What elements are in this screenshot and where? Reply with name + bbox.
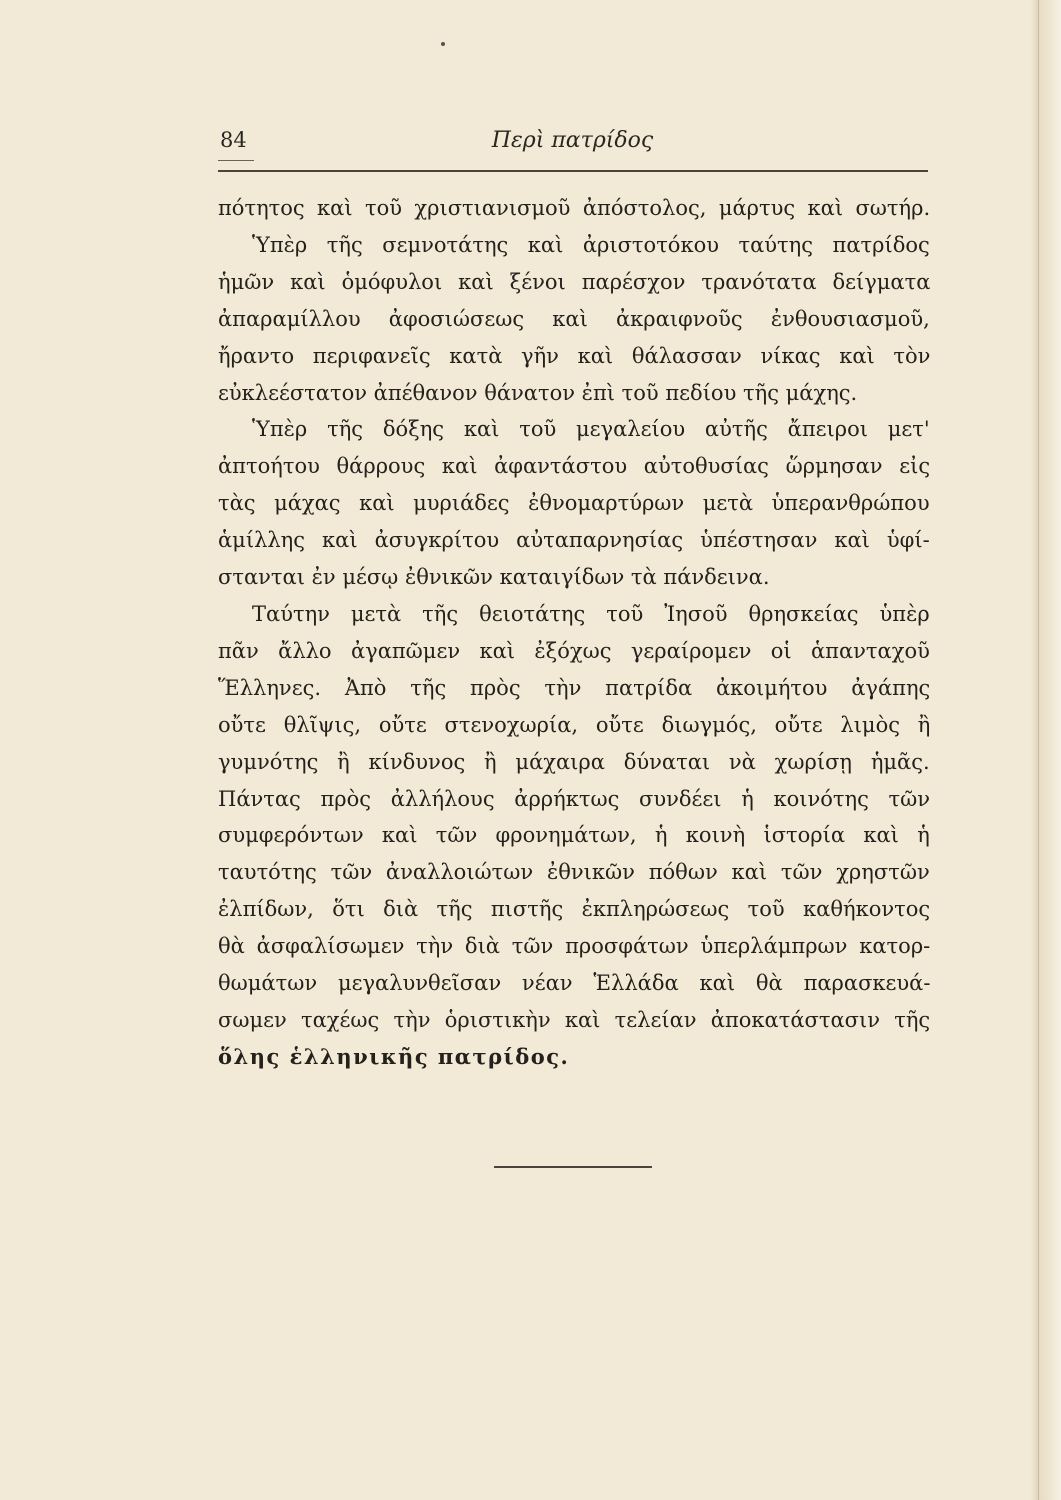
print-speck <box>441 42 445 46</box>
text-line: Πάντας πρὸς ἀλλήλους ἀρρήκτως συνδέει ἡ κοινότης τῶν <box>218 786 931 811</box>
text-line: Ἕλληνες. Ἀπὸ τῆς πρὸς τὴν πατρίδα ἀκοιμήτου ἀγάπης <box>218 675 931 700</box>
text-line: ἀπτοήτου θάρρους καὶ ἀφαντάστου αὐτοθυσίας ὥρμησαν εἰς <box>218 454 931 479</box>
text-line: ἀπαραμίλλου ἀφοσιώσεως καὶ ἀκραιφνοῦς ἐνθουσιασμοῦ, <box>218 306 930 331</box>
text-line-paragraph-start: Ὑπὲρ τῆς δόξης καὶ τοῦ μεγαλείου αὐτῆς ἄπειροι μετ' <box>252 417 930 442</box>
text-line: τὰς μάχας καὶ μυριάδες ἐθνομαρτύρων μετὰ ὑπερανθρώπου <box>218 491 930 516</box>
text-line: οὔτε θλῖψις, οὔτε στενοχωρία, οὔτε διωγμός, οὔτε λιμὸς ἢ <box>218 712 931 737</box>
text-line-paragraph-start: Ὑπὲρ τῆς σεμνοτάτης καὶ ἀριστοτόκου ταύτης πατρίδος <box>252 232 930 257</box>
text-line: ἐλπίδων, ὅτι διὰ τῆς πιστῆς ἐκπληρώσεως τοῦ καθήκοντος <box>218 897 931 922</box>
page-number: 84 <box>220 128 247 152</box>
text-line: συμφερόντων καὶ τῶν φρονημάτων, ἡ κοινὴ ἱστορία καὶ ἡ <box>218 823 930 848</box>
text-line: ταυτότης τῶν ἀναλλοιώτων ἐθνικῶν πόθων καὶ τῶν χρηστῶν <box>218 860 930 885</box>
text-line: θωμάτων μεγαλυνθεῖσαν νέαν Ἑλλάδα καὶ θὰ παρασκευά- <box>218 971 931 996</box>
text-line: εὐκλεέστατον ἀπέθανον θάνατον ἐπὶ τοῦ πεδίου τῆς μάχης. <box>218 380 858 405</box>
text-line: πότητος καὶ τοῦ χριστιανισμοῦ ἀπόστολος, μάρτυς καὶ σωτήρ. <box>218 196 931 220</box>
text-line: ἁμίλλης καὶ ἀσυγκρίτου αὐταπαρνησίας ὑπέστησαν καὶ ὑφί- <box>218 528 930 553</box>
end-of-section-rule <box>494 1166 652 1168</box>
header-rule <box>218 170 928 172</box>
page-header <box>220 122 925 162</box>
next-page-edge <box>1038 0 1061 1500</box>
body-text <box>218 190 930 1076</box>
text-line-paragraph-start: Ταύτην μετὰ τῆς θειοτάτης τοῦ Ἰησοῦ θρησκείας ὑπὲρ <box>252 601 930 626</box>
text-line: ἡμῶν καὶ ὁμόφυλοι καὶ ξένοι παρέσχον τρανότατα δείγματα <box>218 269 931 294</box>
text-line-closing-bold: ὅλης ἑλληνικῆς πατρίδος. <box>218 1043 570 1069</box>
text-line: σωμεν ταχέως τὴν ὁριστικὴν καὶ τελείαν ἀποκατάστασιν τῆς <box>218 1007 931 1032</box>
running-title: Περὶ πατρίδος <box>491 128 654 153</box>
text-line: ἤραντο περιφανεῖς κατὰ γῆν καὶ θάλασσαν νίκας καὶ τὸν <box>218 343 931 368</box>
text-line: γυμνότης ἢ κίνδυνος ἢ μάχαιρα δύναται νὰ χωρίσῃ ἡμᾶς. <box>218 749 930 774</box>
text-line: θὰ ἀσφαλίσωμεν τὴν διὰ τῶν προσφάτων ὑπερλάμπρων κατορ- <box>218 934 931 959</box>
text-line: στανται ἐν μέσῳ ἐθνικῶν καταιγίδων τὰ πάνδεινα. <box>218 565 770 590</box>
page-number-underline <box>218 160 254 161</box>
text-line: πᾶν ἄλλο ἀγαπῶμεν καὶ ἐξόχως γεραίρομεν οἱ ἁπανταχοῦ <box>218 638 930 663</box>
